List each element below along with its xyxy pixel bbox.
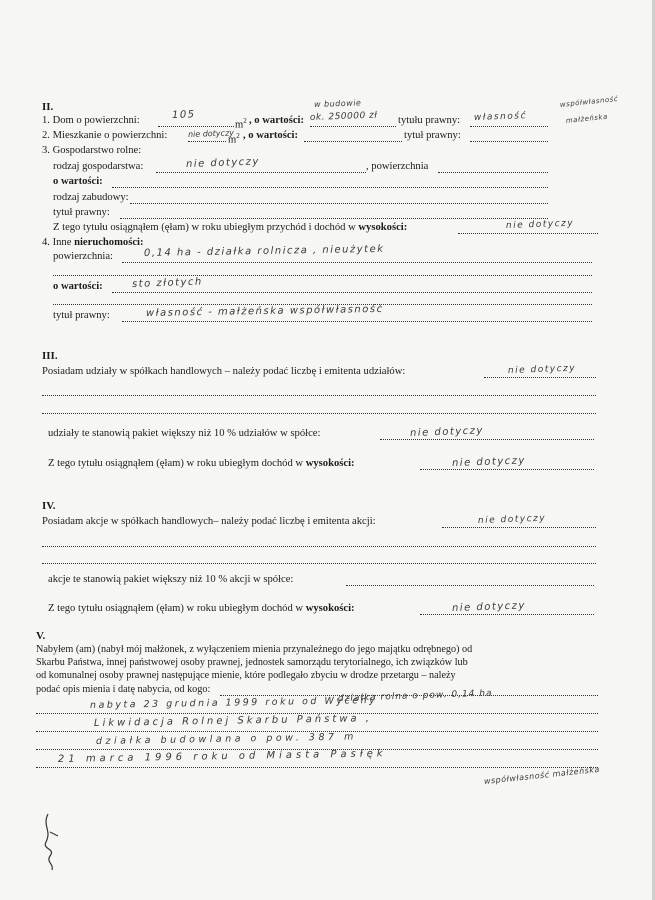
stocks-package-field — [346, 585, 594, 586]
flat-area-label: 2. Mieszkanie o powierzchni: — [42, 130, 168, 141]
hw-shares-income: nie dotyczy — [451, 455, 527, 469]
house-value-field — [310, 126, 396, 127]
farm-type-label: rodzaj gospodarstwa: — [53, 161, 144, 172]
farm-type-field — [156, 172, 366, 173]
shares-field-3 — [42, 413, 596, 414]
acquisition-field-5 — [36, 767, 598, 768]
hw-other-area: 0,14 ha - działka rolnicza , nieużytek — [143, 243, 385, 259]
farm-income-field — [458, 233, 598, 234]
hw-margin-1: współwłasność — [559, 94, 619, 109]
flat-title-label: tytuł prawny: — [404, 130, 461, 141]
acquisition-text-3: od komunalnej osoby prawnej następujące mienie, które podlegało zbyciu w drodze przetargu – należy — [36, 670, 456, 681]
acquisition-text-2: Skarbu Państwa, innej państwowej osoby prawnej, jednostek samorządu terytorialnego, ich związków lub — [36, 657, 468, 668]
hw-farm: nie dotyczy — [185, 156, 261, 170]
other-title-field — [122, 321, 592, 322]
farm-value-field — [112, 187, 548, 188]
flat-value-field — [304, 141, 402, 142]
hw-farm-income: nie dotyczy — [505, 218, 575, 231]
stocks-package-label: akcje te stanowią pakiet większy niż 10 % akcji w spółce: — [48, 574, 294, 585]
other-value-field — [112, 292, 592, 293]
shares-label: Posiadam udziały w spółkach handlowych – należy podać liczbę i emitenta udziałów: — [42, 366, 406, 377]
hw-acq-2: nabyta 23 grudnia 1999 roku od Wyceny — [89, 694, 378, 711]
farm-title-field — [120, 218, 548, 219]
section-3-title: III. — [42, 350, 58, 362]
shares-income-field — [420, 469, 594, 470]
hw-acq-5: 21 marca 1996 roku od Miasta Pasłęk — [57, 748, 387, 765]
hw-other-title: własność - małżeńska współwłasność — [145, 303, 384, 319]
other-area-field-2 — [53, 275, 592, 276]
hw-margin-2: małżeńska — [565, 112, 609, 125]
hw-acq-4: działka budowlana o pow. 387 m — [95, 731, 357, 747]
farm-label: 3. Gospodarstwo rolne: — [42, 145, 142, 156]
hw-acq-6: współwłasność małżeńska — [483, 764, 601, 786]
shares-field-2 — [42, 395, 596, 396]
house-unit: $m^2$ — [235, 117, 247, 131]
hw-house-note: w budowie — [313, 98, 362, 109]
other-area-label: powierzchnia: — [53, 251, 114, 262]
section-5-title: V. — [36, 630, 46, 642]
hw-acq-3: Likwidacja Rolnej Skarbu Państwa , — [93, 713, 373, 729]
house-title-label: tytułu prawny: — [398, 115, 461, 126]
stocks-field-3 — [42, 563, 596, 564]
house-value-label: , o wartości: — [249, 115, 305, 126]
farm-title-label: tytuł prawny: — [53, 207, 110, 218]
flat-value-label: , o wartości: — [243, 130, 299, 141]
other-area-field — [122, 262, 592, 263]
acquisition-text-1: Nabyłem (am) (nabył mój małżonek, z wyłączeniem mienia przynależnego do jego majątku odrębnego) od — [36, 644, 473, 655]
hw-acq-1: działka rolna o pow. 0,14 ha — [337, 688, 493, 704]
shares-field — [484, 377, 596, 378]
flat-unit: $m^2$ — [228, 132, 240, 146]
farm-area-field — [438, 172, 548, 173]
hw-stocks-income: nie dotyczy — [451, 600, 527, 614]
hw-shares-package: nie dotyczy — [409, 425, 485, 439]
hw-house-area: 105 — [171, 109, 196, 121]
house-title-field — [470, 126, 548, 127]
other-property-label: 4. Inne nieruchomości: — [42, 237, 144, 248]
hw-flat: nie dotyczy — [187, 128, 235, 139]
hw-house-title: własność — [473, 111, 528, 123]
hw-stocks: nie dotyczy — [477, 513, 547, 526]
shares-income-label: Z tego tytułu osiągnąłem (ęłam) w roku ubiegłym dochód w wysokości: — [48, 458, 355, 469]
section-2-title: II. — [42, 101, 54, 113]
house-area-label: 1. Dom o powierzchni: — [42, 115, 140, 126]
flat-area-field — [188, 141, 226, 142]
signature-scribble — [36, 812, 66, 872]
stocks-income-field — [420, 614, 594, 615]
farm-buildings-label: rodzaj zabudowy: — [53, 192, 129, 203]
stocks-income-label: Z tego tytułu osiągnąłem (ęłam) w roku ubiegłym dochód w wysokości: — [48, 603, 355, 614]
hw-other-value: sto złotych — [131, 276, 203, 290]
acquisition-text-4: podać opis mienia i datę nabycia, od kogo: — [36, 684, 211, 695]
stocks-field-2 — [42, 546, 596, 547]
farm-buildings-field — [130, 203, 548, 204]
flat-title-field — [470, 141, 548, 142]
farm-income-label: Z tego tytułu osiągnąłem (ęłam) w roku ubiegłym przychód i dochód w wysokości: — [53, 222, 408, 233]
section-4-title: IV. — [42, 500, 56, 512]
farm-area-label: , powierzchnia — [366, 161, 429, 172]
other-title-label: tytuł prawny: — [53, 310, 110, 321]
farm-value-label: o wartości: — [53, 176, 103, 187]
other-value-label: o wartości: — [53, 281, 103, 292]
hw-shares: nie dotyczy — [507, 363, 577, 376]
stocks-label: Posiadam akcje w spółkach handlowych– należy podać liczbę i emitenta akcji: — [42, 516, 376, 527]
hw-house-value: ok. 250000 zł — [309, 110, 378, 123]
shares-package-label: udziały te stanowią pakiet większy niż 10 % udziałów w spółce: — [48, 428, 321, 439]
stocks-field — [442, 527, 596, 528]
shares-package-field — [380, 439, 594, 440]
